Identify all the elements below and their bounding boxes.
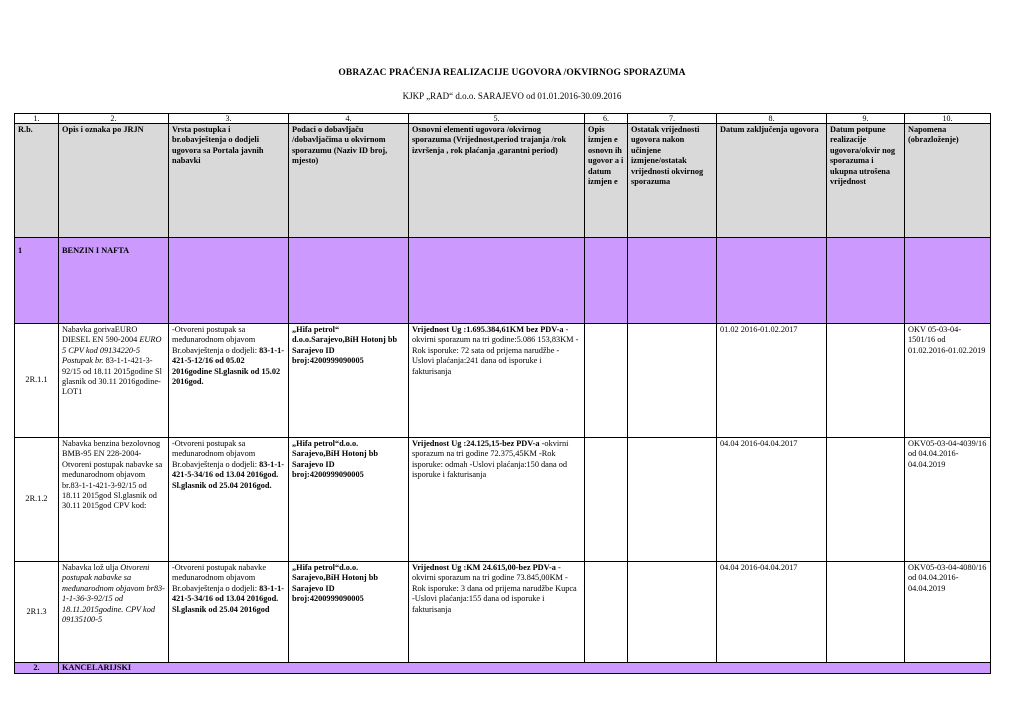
- row-osnovni-elementi: Vrijednost Ug :1.695.384,61KM bez PDV-a -okvirni sporazum na tri godine:5.086 153,83KM -Rok isporuke: 72 sata od prijema narudžbe -Uslovi plaćanja:241 dana od isporuke i fakturisanja: [409, 324, 585, 438]
- column-number: 7.: [628, 114, 717, 124]
- row-osnovni-elementi: Vrijednost Ug :24.125,15-bez PDV-a -okvirni sporazum na tri godine 72.375,45KM -Rok isporuke: odmah -Uslovi plaćanja:150 dana od isporuke i fakturisanja: [409, 438, 585, 562]
- row-vrsta-postupka: -Otvoreni postupak sa međunarodnom objavom Br.obavještenja o dodjeli: 83-1-1-421-5-34/16 od 13.04 2016god. Sl.glasnik od 25.04 2016god.: [169, 438, 289, 562]
- row-napomena: OKV05-03-04-4080/16 od 04.04.2016-04.04.2019: [905, 562, 991, 663]
- header-osnovni-elementi: Osnovni elementi ugovora /okvirnog sporazuma (Vrijednost,period trajanja /rok izvršenja , rok plaćanja ,garantni period): [409, 124, 585, 238]
- column-number-row: [15, 114, 991, 124]
- table-row: [15, 324, 991, 438]
- header-datum-zakljucenja: Datum zaključenja ugovora: [717, 124, 827, 238]
- row-rb: 2R.1.1: [15, 324, 59, 438]
- document-subtitle: KJKP „RAD“ d.o.o. SARAJEVO od 01.01.2016-30.09.2016: [402, 91, 622, 101]
- row-izmjena: [585, 324, 628, 438]
- row-vrsta-postupka: -Otvoreni postupak sa međunarodnom objavom Br.obavještenja o dodjeli: 83-1-1-421-5-12/16 od 05.02 2016godine Sl.glasnik od 15.02 2016god.: [169, 324, 289, 438]
- row-rb: 2R1.3: [15, 562, 59, 663]
- row-izmjena: [585, 562, 628, 663]
- row-dobavljac: „Hifa petrol“d.o.o. Sarajevo,BiH Hotonj bb Sarajevo ID broj:4200999090005: [289, 438, 409, 562]
- row-dobavljac: „Hifa petrol“d.o.o. Sarajevo,BiH Hotonj bb Sarajevo ID broj:4200999090005: [289, 562, 409, 663]
- header-opis: Opis i oznaka po JRJN: [59, 124, 169, 238]
- column-number: 9.: [827, 114, 905, 124]
- column-number: 6.: [585, 114, 628, 124]
- row-realizacija: [827, 438, 905, 562]
- section-number: 1: [15, 238, 59, 324]
- row-opis: Nabavka benzina bezolovnog BMB-95 EN 228-2004-Otvoreni postupak nabavke sa međunarodnom objavom br.83-1-1-421-3-92/15 od 18.11 2015god Sl.glasnik od 30.11 2015god CPV kod:: [59, 438, 169, 562]
- section-name: KANCELARIJSKI: [59, 663, 991, 674]
- section-row: [15, 238, 991, 324]
- row-dobavljac: „Hifa petrol“ d.o.o.Sarajevo,BiH Hotonj bb Sarajevo ID broj:4200999090005: [289, 324, 409, 438]
- column-number: 2.: [59, 114, 169, 124]
- contract-tracking-table: [14, 113, 991, 674]
- column-number: 8.: [717, 114, 827, 124]
- row-izmjena: [585, 438, 628, 562]
- row-napomena: OKV 05-03-04-1501/16 od 01.02.2016-01.02.2019: [905, 324, 991, 438]
- row-opis: Nabavka lož ulja Otvoreni postupak nabavke sa međunarodnom objavom br83-1-1-36-3-92/15 od 18.11.2015godine. CPV kod 09135100-5: [59, 562, 169, 663]
- section-number: 2.: [15, 663, 59, 674]
- row-datum: 04.04 2016-04.04.2017: [717, 562, 827, 663]
- row-realizacija: [827, 324, 905, 438]
- column-number: 1.: [15, 114, 59, 124]
- document-title: OBRAZAC PRAĆENJA REALIZACIJE UGOVORA /OKVIRNOG SPORAZUMA: [338, 68, 686, 78]
- header-row: [15, 124, 991, 238]
- row-osnovni-elementi: Vrijednost Ug :KM 24.615,00-bez PDV-a -okvirni sporazum na tri godine 73.845,00KM -Rok isporuke: 3 dana od prijema narudžbe Kupca -Uslovi plaćanja:155 dana od isporuke i fakturisanja: [409, 562, 585, 663]
- header-ostatak-vrijednosti: Ostatak vrijednosti ugovora nakon učinjene izmjene/ostatak vrijednosti okvirnog sporazuma: [628, 124, 717, 238]
- row-realizacija: [827, 562, 905, 663]
- column-number: 3.: [169, 114, 289, 124]
- header-vrsta-postupka: Vrsta postupka i br.obavještenja o dodjeli ugovora sa Portala javnih nabavki: [169, 124, 289, 238]
- header-dobavljac: Podaci o dobavljaču /dobavljačima u okvirnom sporazumu (Naziv ID broj, mjesto): [289, 124, 409, 238]
- row-datum: 04.04 2016-04.04.2017: [717, 438, 827, 562]
- row-ostatak: [628, 562, 717, 663]
- row-ostatak: [628, 324, 717, 438]
- column-number: 4.: [289, 114, 409, 124]
- header-napomena: Napomena (obrazloženje): [905, 124, 991, 238]
- table-row: [15, 562, 991, 663]
- column-number: 10.: [905, 114, 991, 124]
- row-napomena: OKV05-03-04-4039/16 od 04.04.2016-04.04.2019: [905, 438, 991, 562]
- table-row: [15, 438, 991, 562]
- row-ostatak: [628, 438, 717, 562]
- section-row: [15, 663, 991, 674]
- row-opis: Nabavka gorivaEURO DIESEL EN 590-2004 EURO 5 CPV kod 09134220-5 Postupak br. 83-1-1-421-3-92/15 od 18.11 2015godine Sl glasnik od 30.11 2016godine- LOT1: [59, 324, 169, 438]
- section-name: BENZIN I NAFTA: [59, 238, 169, 324]
- row-vrsta-postupka: -Otvoreni postupak nabavke međunarodnom objavom Br.obavještenja o dodjeli: 83-1-1-421-5-34/16 od 13.04 2016god. Sl.glasnik od 25.04 2016god: [169, 562, 289, 663]
- header-datum-realizacije: Datum potpune realizacije ugovora/okvir nog sporazuma i ukupna utrošena vrijednost: [827, 124, 905, 238]
- header-rb: R.b.: [15, 124, 59, 238]
- row-datum: 01.02 2016-01.02.2017: [717, 324, 827, 438]
- header-opis-izmjene: Opis izmjen e osnovn ih ugovor a i datum izmjen e: [585, 124, 628, 238]
- row-rb: 2R.1.2: [15, 438, 59, 562]
- column-number: 5.: [409, 114, 585, 124]
